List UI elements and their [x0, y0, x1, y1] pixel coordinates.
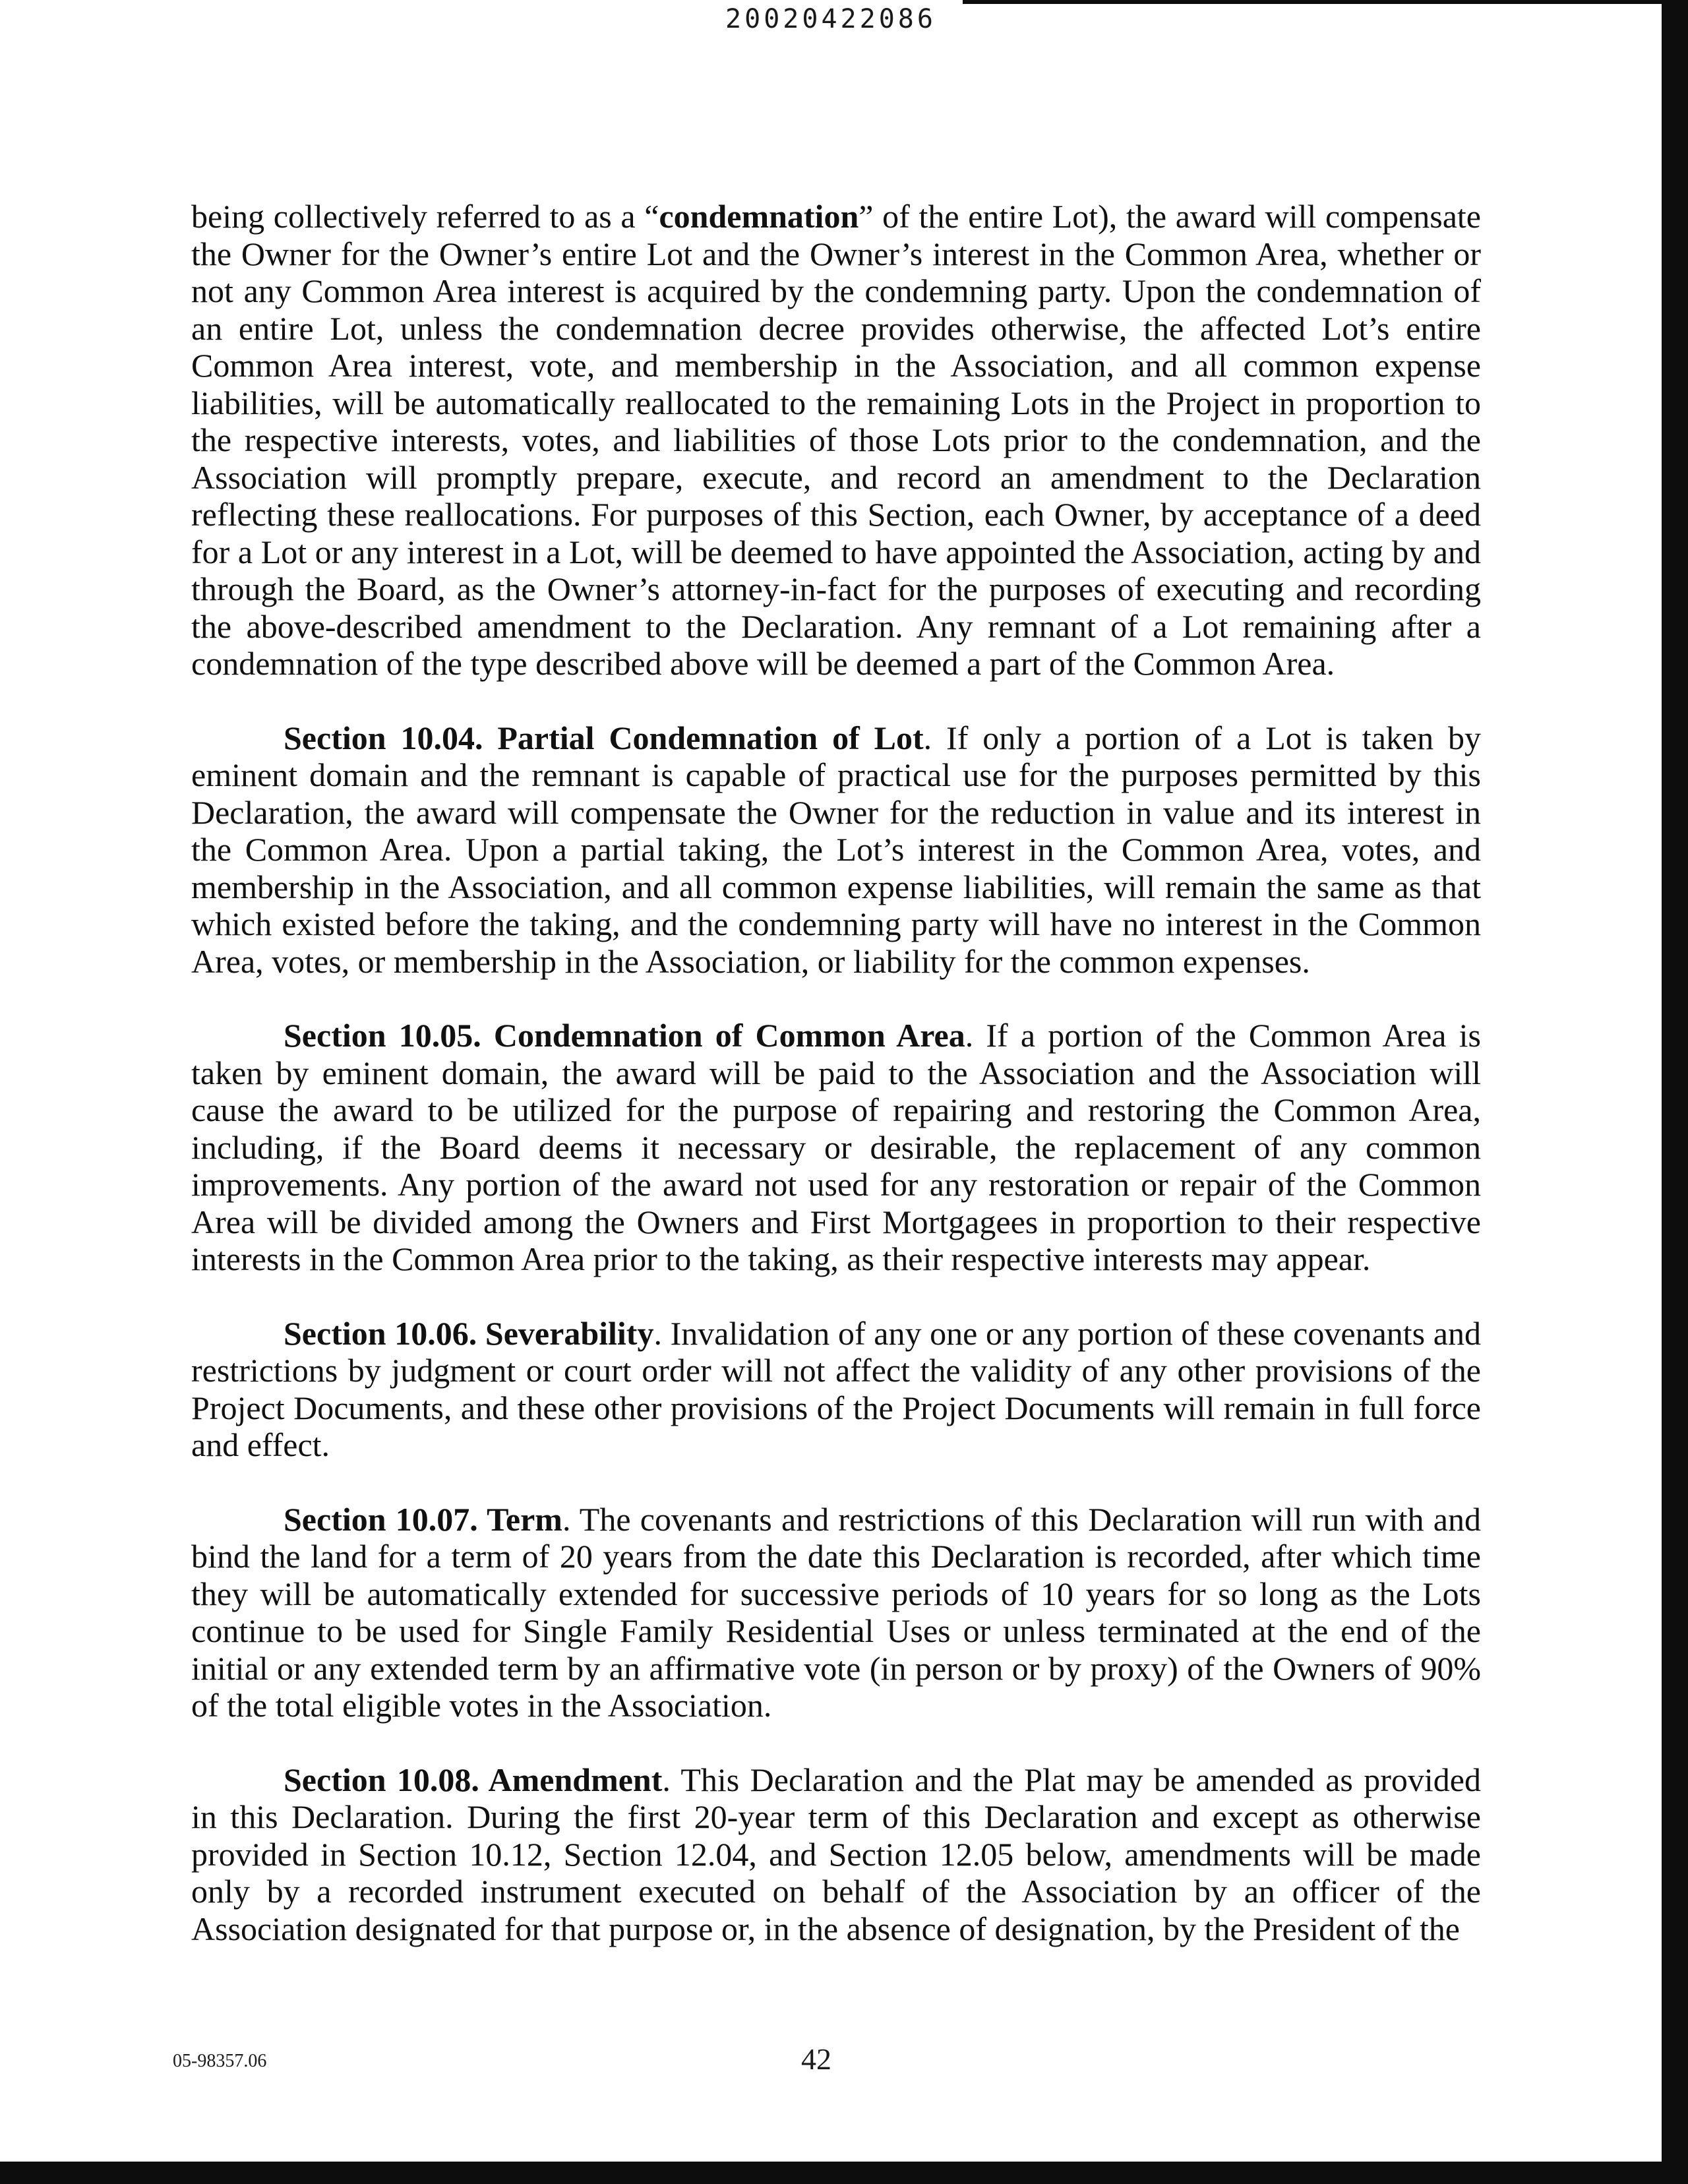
section-text: . Invalidation of any one or any portion of these covenants and restrictions by judgment or court order will not affect the validity of any other provisions of the Project Documents, and these other provisions of the Project Documents will remain in full force and effect. — [191, 1314, 1481, 1463]
section-text: . This Declaration and the Plat may be amended as provided in this Declaration. During the first 20-year term of this Declaration and except as otherwise provided in Section 10.12, Section 12.04, and Section 12.05 below, amendments will be made only by a recorded instrument executed on behalf of the Association by an officer of the Association designated for that purpose or, in the absence of designation, by the President of the — [191, 1761, 1481, 1947]
section-10-05 — [191, 1017, 1481, 1278]
section-heading: Section 10.06. Severability — [284, 1314, 654, 1352]
document-body — [191, 198, 1481, 1984]
section-10-04 — [191, 719, 1481, 981]
section-heading: Section 10.08. Amendment — [284, 1761, 663, 1798]
page-number: 42 — [801, 2042, 831, 2076]
section-10-06 — [191, 1315, 1481, 1464]
section-heading: Section 10.05. Condemnation of Common Area — [284, 1017, 965, 1054]
footer-document-code: 05-98357.06 — [173, 2051, 267, 2071]
section-10-07 — [191, 1501, 1481, 1724]
section-10-08 — [191, 1761, 1481, 1948]
section-text: . If only a portion of a Lot is taken by eminent domain and the remnant is capable of practical use for the purposes permitted by this Declaration, the award will compensate the Owner for the reduction in value and its interest in the Common Area. Upon a partial taking, the Lot’s interest in the Common Area, votes, and membership in the Association, and all common expense liabilities, will remain the same as that which existed before the taking, and the condemning party will have no interest in the Common Area, votes, or membership in the Association, or liability for the common expenses. — [191, 719, 1481, 980]
section-heading: Section 10.04. Partial Condemnation of Lot — [284, 719, 924, 756]
scan-artifact-bottom-edge — [0, 2162, 1688, 2184]
paragraph-condemnation-continued — [191, 198, 1481, 682]
paragraph-lead: being collectively referred to as a “ — [191, 198, 659, 235]
section-text: . The covenants and restrictions of this Declaration will run with and bind the land for a term of 20 years from the date this Declaration is recorded, after which time they will be automatically extended for successive periods of 10 years for so long as the Lots continue to be used for Single Family Residential Uses or unless terminated at the end of the initial or any extended term by an affirmative vote (in person or by proxy) of the Owners of 90% of the total eligible votes in the Association. — [191, 1500, 1481, 1724]
paragraph-text: ” of the entire Lot), the award will compensate the Owner for the Owner’s entire Lot and the Owner’s interest in the Common Area, whether or not any Common Area interest is acquired by the condemning party. Upon the condemnation of an entire Lot, unless the condemnation decree provides otherwise, the affected Lot’s entire Common Area interest, vote, and membership in the Association, and all common expense liabilities, will be automatically reallocated to the remaining Lots in the Project in proportion to the respective interests, votes, and liabilities of those Lots prior to the condemnation, and the Association will promptly prepare, execute, and record an amendment to the Declaration reflecting these reallocations. For purposes of this Section, each Owner, by acceptance of a deed for a Lot or any interest in a Lot, will be deemed to have appointed the Association, acting by and through the Board, as the Owner’s attorney-in-fact for the purposes of executing and recording the above-described amendment to the Declaration. Any remnant of a Lot remaining after a condemnation of the type described above will be deemed a part of the Common Area. — [191, 198, 1481, 682]
scan-artifact-right-edge — [1662, 0, 1688, 2184]
document-id-stamp: 20020422086 — [725, 4, 936, 34]
section-heading: Section 10.07. Term — [284, 1500, 562, 1538]
defined-term: condemnation — [659, 198, 859, 235]
section-text: . If a portion of the Common Area is taken by eminent domain, the award will be paid to the Association and the Association will cause the award to be utilized for the purpose of repairing and restoring the Common Area, including, if the Board deems it necessary or desirable, the replacement of any common improvements. Any portion of the award not used for any restoration or repair of the Common Area will be divided among the Owners and First Mortgagees in proportion to their respective interests in the Common Area prior to the taking, as their respective interests may appear. — [191, 1017, 1481, 1277]
